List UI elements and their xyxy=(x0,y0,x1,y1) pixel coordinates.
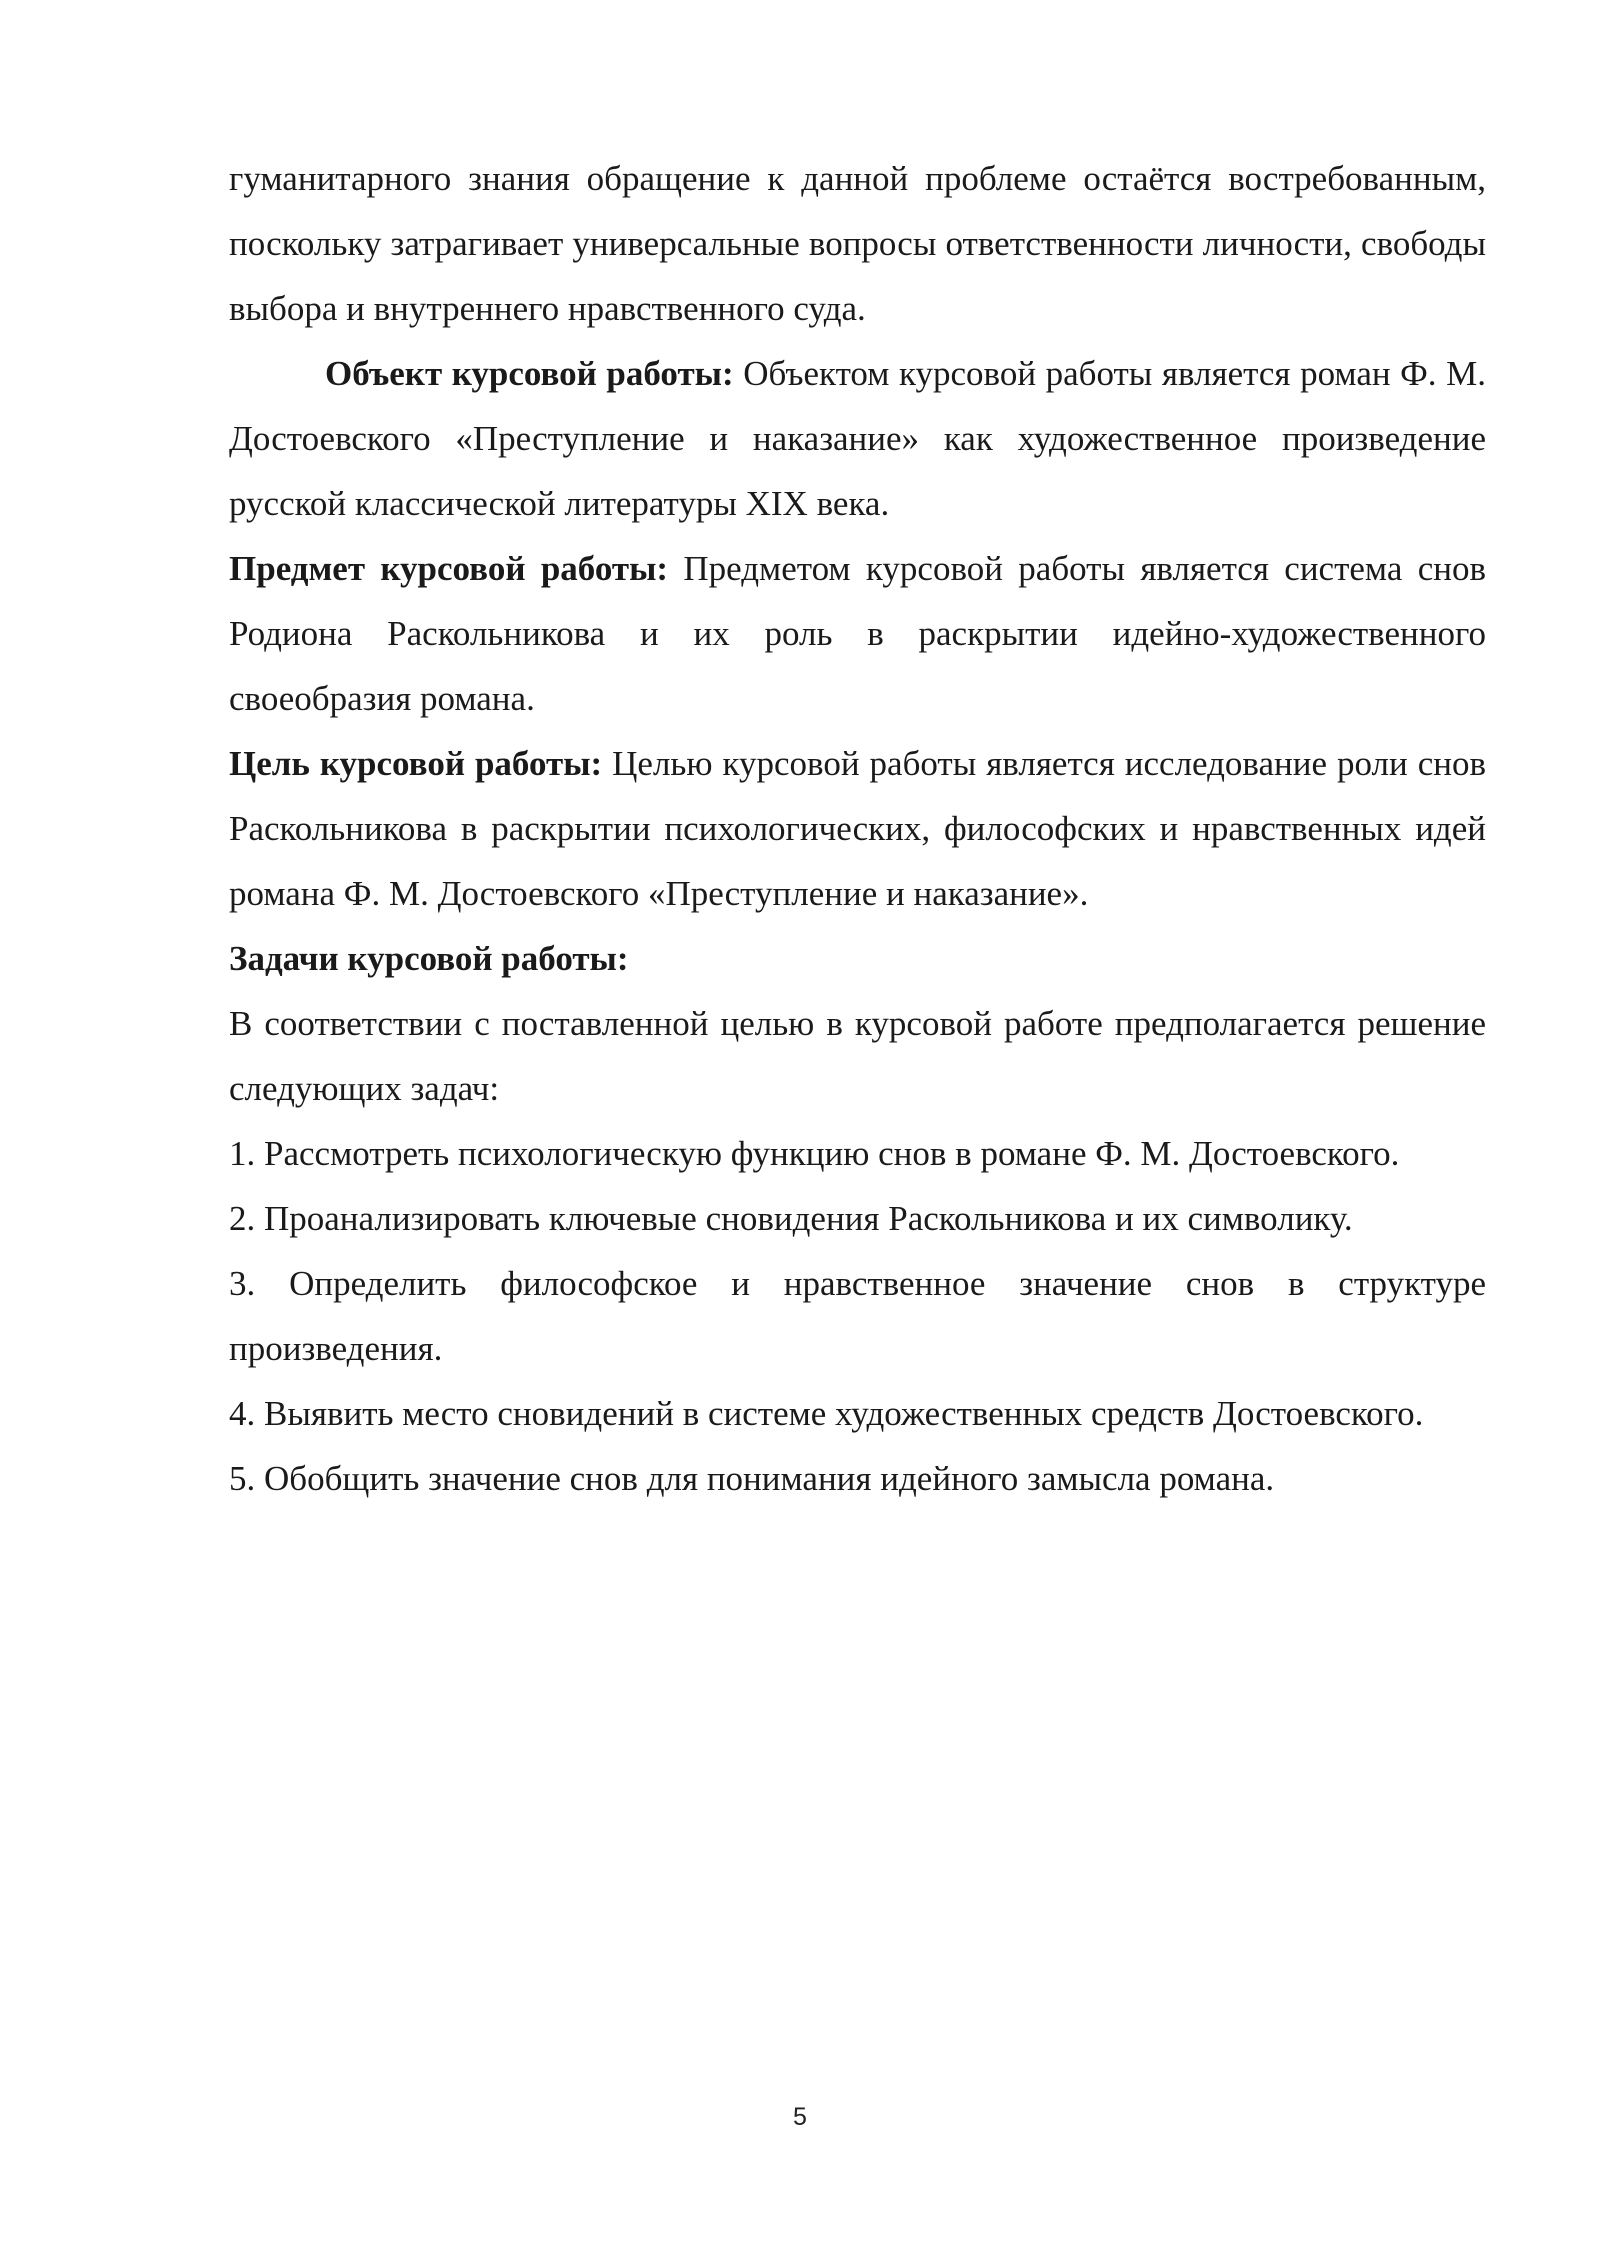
goal-label: Цель курсовой работы: xyxy=(229,744,603,783)
task-text: Определить философское и нравственное значение снов в структуре произведения. xyxy=(229,1264,1486,1368)
task-text: Рассмотреть психологическую функцию снов в романе Ф. М. Достоевского. xyxy=(264,1134,1400,1173)
task-item xyxy=(229,1121,1486,1186)
task-text: Обобщить значение снов для понимания идейного замысла романа. xyxy=(264,1459,1275,1498)
subject-paragraph xyxy=(229,536,1486,731)
task-number: 4. xyxy=(229,1394,256,1433)
goal-text: Целью курсовой работы является исследование роли снов Раскольникова в раскрытии психологических, философских и нравственных идей романа Ф. М. Достоевского «Преступление и наказание». xyxy=(229,744,1486,913)
task-number: 2. xyxy=(229,1199,256,1238)
continuation-paragraph: гуманитарного знания обращение к данной проблеме остаётся востребованным, поскольку затрагивает универсальные вопросы ответственности личности, свободы выбора и внутреннего нравственного суда. xyxy=(229,159,1486,328)
page-number: 5 xyxy=(793,2103,807,2131)
task-number: 5. xyxy=(229,1459,256,1498)
object-label: Объект курсовой работы: xyxy=(325,354,734,393)
subject-text: Предметом курсовой работы является система снов Родиона Раскольникова и их роль в раскрытии идейно-художественного своеобразия романа. xyxy=(229,549,1486,718)
task-number: 1. xyxy=(229,1134,256,1173)
object-paragraph xyxy=(229,341,1486,536)
page-body xyxy=(229,146,1486,1511)
tasks-intro: В соответствии с поставленной целью в курсовой работе предполагается решение следующих задач: xyxy=(229,1004,1486,1108)
task-text: Выявить место сновидений в системе художественных средств Достоевского. xyxy=(264,1394,1424,1433)
task-item xyxy=(229,1186,1486,1251)
task-item xyxy=(229,1381,1486,1446)
object-text: Объектом курсовой работы является роман Ф. М. Достоевского «Преступление и наказание» как художественное произведение русской классической литературы XIX века. xyxy=(229,354,1486,523)
subject-label: Предмет курсовой работы: xyxy=(229,549,669,588)
task-number: 3. xyxy=(229,1264,256,1303)
tasks-heading: Задачи курсовой работы: xyxy=(229,939,629,978)
goal-paragraph xyxy=(229,731,1486,926)
task-item xyxy=(229,1446,1486,1511)
task-item xyxy=(229,1251,1486,1381)
task-text: Проанализировать ключевые сновидения Раскольникова и их символику. xyxy=(264,1199,1353,1238)
